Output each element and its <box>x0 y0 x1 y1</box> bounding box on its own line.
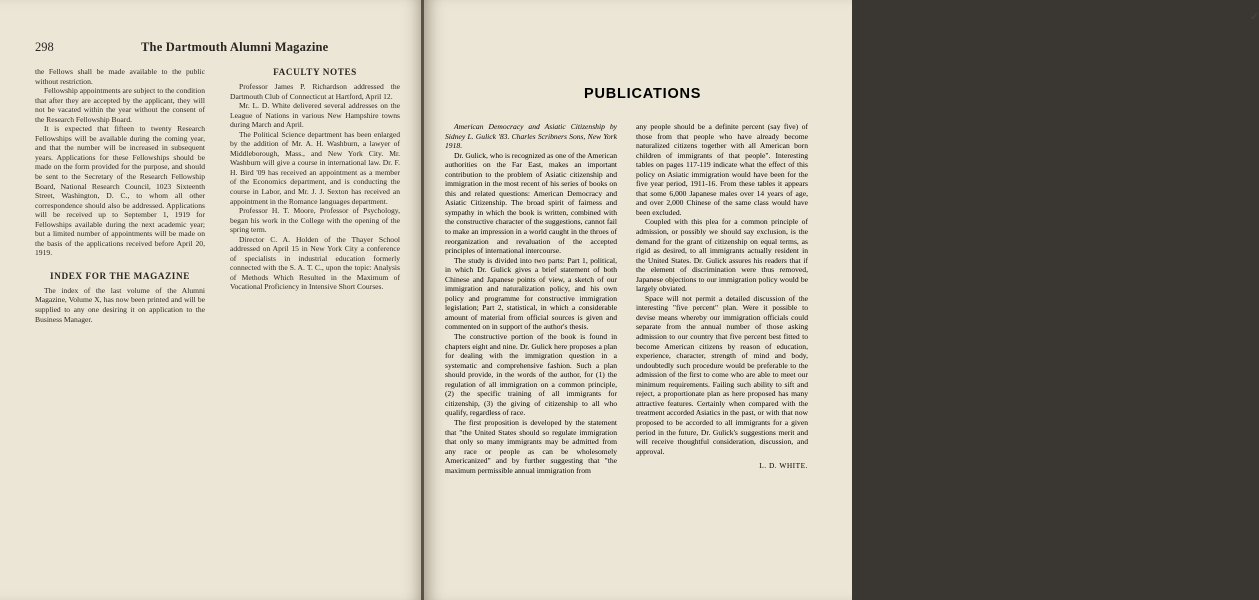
body-paragraph: The Political Science department has been enlarged by the addition of Mr. A. H. Washburn, a lawyer of Middleborough, Mass., and New York City. Mr. Washburn will give a course in international law. Dr. F. H. Bird '09 has received an appointment as a member of the Economics department, and is conducting the course in Labor, and Mr. J. J. Sexton has received an appointment in the Romance languages department. <box>230 129 400 206</box>
body-paragraph: It is expected that fifteen to twenty Research Fellowships will be available during the coming year, and that the number will be increased in subsequent years. Applications for these Fellowships should be made on the form provided for the purpose, and should be sent to the Secretary of the Research Fellowship Board, National Research Council, 1023 Sixteenth Street, Washington, D. C., to whom all other correspondence should also be addressed. Applications will be received up to September 1, 1919 for Fellowships available during the next academic year; but a limited number of appointments will be made on the basis of the applications received before April 20, 1919. <box>35 124 205 258</box>
section-heading-faculty-notes: FACULTY NOTES <box>273 67 357 77</box>
left-column-1 <box>35 67 205 324</box>
left-page <box>0 0 424 600</box>
section-heading-index: INDEX FOR THE MAGAZINE <box>50 270 190 281</box>
body-paragraph: The first proposition is developed by the statement that "the United States should so regulate immigration that only so many immigrants may be admitted from any race or people as can be wholesomely Americanized" and by further suggesting that "the maximum permissible annual immigration from <box>445 417 617 475</box>
publications-heading: PUBLICATIONS <box>584 86 702 102</box>
body-paragraph: any people should be a definite percent (say five) of those from that people who have already become naturalized citizens together with all American born children of immigrants of that people". Interesting tables on pages 117-119 indicate what the effect of this policy on Asiatic immigration would have been for the five year period, 1911-16. From these tables it appears that some 6,000 Japanese males over 14 years of age, and over 2,000 Chinese of the same class would have been excluded. <box>636 122 808 217</box>
page-number: 298 <box>35 40 54 54</box>
body-paragraph: Dr. Gulick, who is recognized as one of the American authorities on the Far East, makes an important contribution to the problem of Asiatic citizenship and immigration in the most recent of his series of books on this and related questions: American Democracy and Asiatic Citizenship. The broad spirit of fairness and sympathy in which the book is written, combined with the constructive character of the suggestions, cannot fail to make an impression in a world caught in the throes of reorganization and revaluation of the accepted principles of international intercourse. <box>445 150 618 256</box>
body-paragraph: The index of the last volume of the Alumni Magazine, Volume X, has now been printed and will be supplied to any one desiring it on application to the Business Manager. <box>35 285 205 324</box>
body-paragraph: The constructive portion of the book is found in chapters eight and nine. Dr. Gulick here proposes a plan for dealing with the immigration question in a systematic and comprehensive fashion. Such a plan should provide, in the words of the author, for (1) the regulation of all immigration on a common principle, (2) the specific training of all immigrants for citizenship, (3) the giving of citizenship to all who qualify, regardless of race. <box>445 332 617 418</box>
body-paragraph: the Fellows shall be made available to the public without restriction. <box>35 67 205 86</box>
body-paragraph: The study is divided into two parts: Part 1, political, in which Dr. Gulick gives a brief statement of both Chinese and Japanese points of view, a sketch of our immigration and naturalization policy, and his own policy and programme for constructive immigration legislation; Part 2, statistical, in which a considerable amount of material from official sources is given and commented on in support of the author's thesis. <box>445 255 617 332</box>
body-paragraph: Professor James P. Richardson addressed the Dartmouth Club of Connecticut at Hartford, April 12. <box>230 82 400 101</box>
body-paragraph: Space will not permit a detailed discussion of the interesting "five percent" plan. Were it possible to devise means whereby our immigration officials could separate from the annual number of those asking admission to our country that five percent best fitted to become American citizens by reason of education, experience, character, strength of mind and body, undoubtedly such procedure would be preferable to the admission of the first to come who are able to meet our minimum requirements. Failing such ability to sift and reject, a proportionate plan as here proposed has many attractive features. Certainly when compared with the treatment accorded Asiatics in the past, or with that now proposed to be accorded to all immigrants for a given period in the future, Dr. Gulick's suggestions merit and will receive thoughtful consideration, discussion, and approval. <box>636 293 808 456</box>
right-column-2 <box>636 122 808 471</box>
right-column-1 <box>445 122 617 475</box>
corner-tick-mark: ✓ <box>1250 10 1259 23</box>
review-signature: L. D. WHITE. <box>759 461 808 471</box>
body-paragraph: Coupled with this plea for a common principle of admission, or possibly we should say exclusion, is the demand for the grant of citizenship on equal terms, as rigid as desired, to all immigrants actually resident in the United States. Dr. Gulick assures his readers that if the element of discrimination were thus removed, Japanese objections to our immigration policy would be largely obviated. <box>636 217 808 294</box>
body-paragraph: Professor H. T. Moore, Professor of Psychology, began his work in the College with the opening of the spring term. <box>230 206 400 235</box>
body-paragraph: Director C. A. Holden of the Thayer School addressed on April 15 in New York City a conference of specialists in industrial education formerly connected with the S. A. T. C., upon the topic: Analysis of Methods Which Resulted in the Maximum of Vocational Proficiency in Intensive Short Courses. <box>230 234 400 292</box>
review-citation: American Democracy and Asiatic Citizenship by Sidney L. Gulick '83. Charles Scribners Sons, New York 1918. <box>445 122 617 151</box>
body-paragraph: Fellowship appointments are subject to the condition that after they are accepted by the applicant, they will not be vacated within the year without the consent of the Research Fellowship Board. <box>35 86 205 124</box>
body-paragraph: Mr. L. D. White delivered several addresses on the League of Nations in various New Hampshire towns during March and April. <box>230 101 400 130</box>
left-column-2 <box>230 67 400 292</box>
magazine-title: The Dartmouth Alumni Magazine <box>141 40 329 54</box>
running-head <box>35 40 395 56</box>
